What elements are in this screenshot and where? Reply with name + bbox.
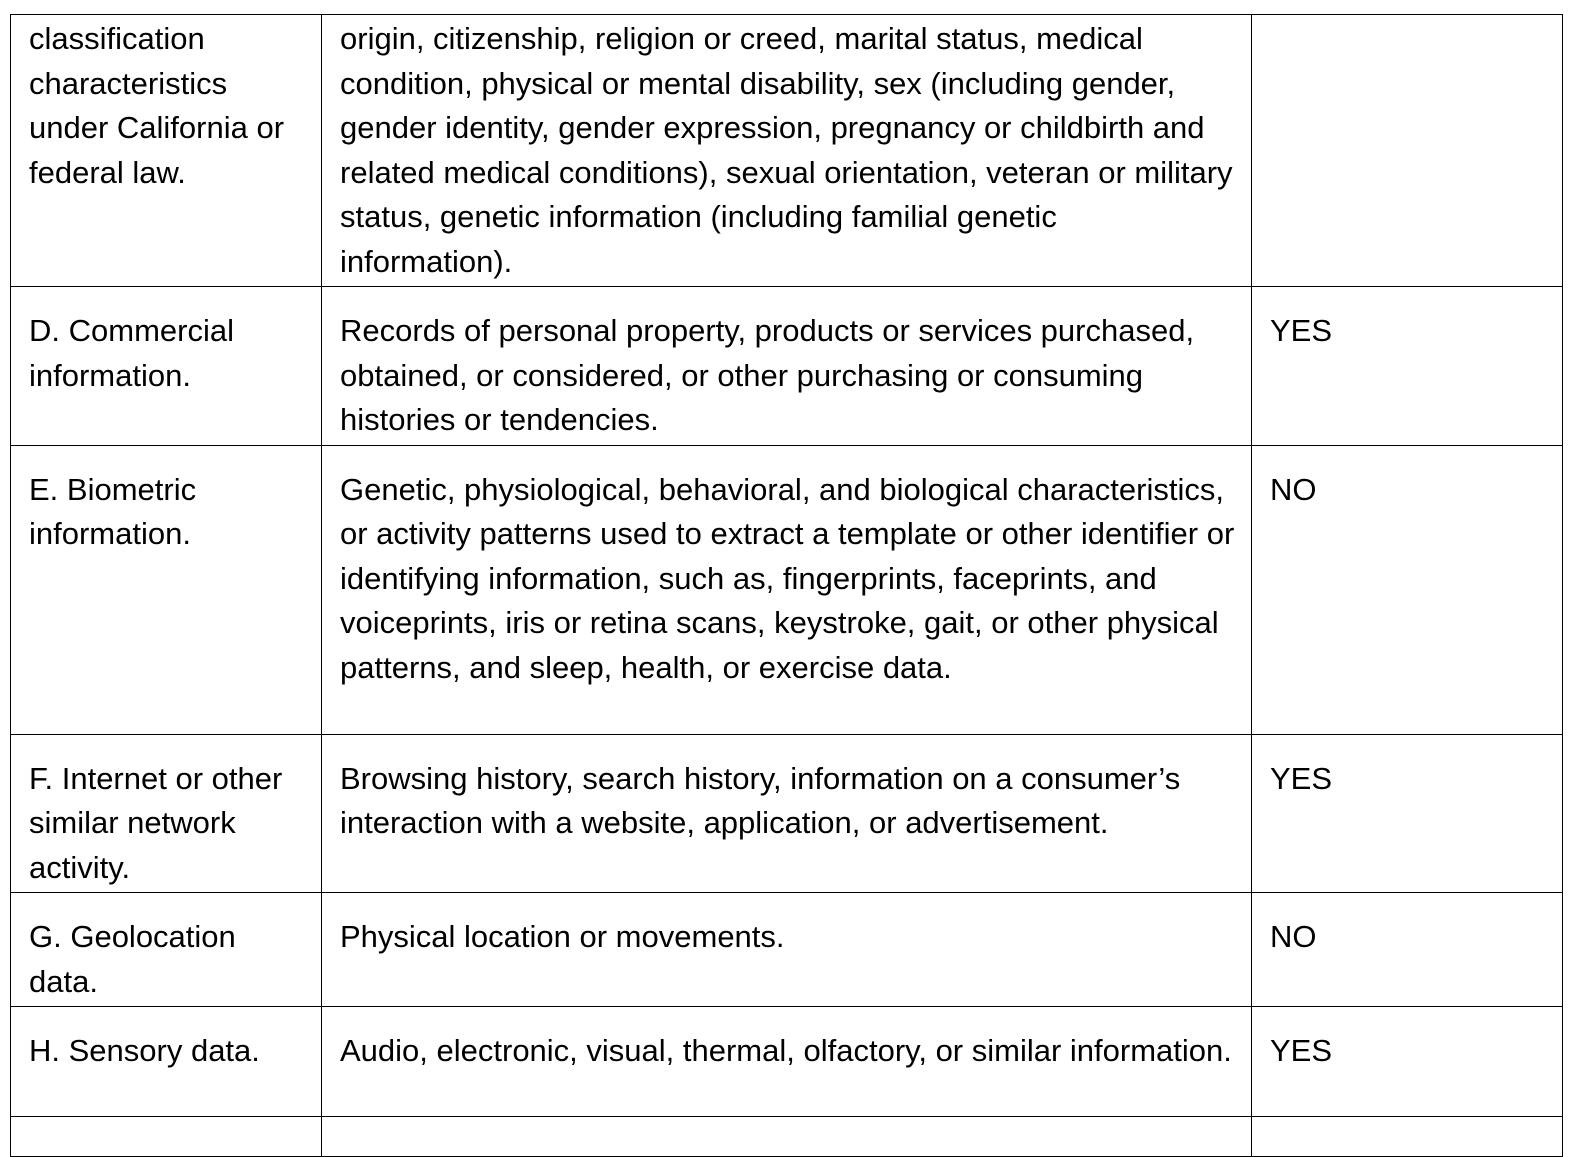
category-cell: D. Commercial information. xyxy=(11,287,322,446)
table-row xyxy=(11,734,1563,893)
collected-cell: YES xyxy=(1252,287,1563,446)
table-row xyxy=(11,15,1563,287)
category-cell: G. Geolocation data. xyxy=(11,893,322,1007)
category-cell: classification characteristics under California or federal law. xyxy=(11,15,322,287)
table-row xyxy=(11,893,1563,1007)
table-row xyxy=(11,287,1563,446)
examples-cell: origin, citizenship, religion or creed, marital status, medical condition, physical or mental disability, sex (including gender, gender identity, gender expression, pregnancy or childbirth and related medical conditions), sexual orientation, veteran or military status, genetic information (including familial genetic information). xyxy=(322,15,1252,287)
examples-cell: Physical location or movements. xyxy=(322,893,1252,1007)
collected-cell: YES xyxy=(1252,734,1563,893)
examples-cell: Genetic, physiological, behavioral, and biological characteristics, or activity patterns used to extract a template or other identifier or identifying information, such as, fingerprints, faceprints, and voiceprints, iris or retina scans, keystroke, gait, or other physical patterns, and sleep, health, or exercise data. xyxy=(322,445,1252,734)
collected-cell: NO xyxy=(1252,893,1563,1007)
category-cell: H. Sensory data. xyxy=(11,1007,322,1117)
collected-cell: YES xyxy=(1252,1007,1563,1117)
category-cell: E. Biometric information. xyxy=(11,445,322,734)
personal-information-categories-table xyxy=(10,14,1563,1157)
collected-cell xyxy=(1252,15,1563,287)
table-row xyxy=(11,1007,1563,1117)
category-cell: F. Internet or other similar network activity. xyxy=(11,734,322,893)
table-row xyxy=(11,445,1563,734)
examples-cell: Browsing history, search history, information on a consumer’s interaction with a website, application, or advertisement. xyxy=(322,734,1252,893)
examples-cell: Audio, electronic, visual, thermal, olfactory, or similar information. xyxy=(322,1007,1252,1117)
examples-cell: Records of personal property, products or services purchased, obtained, or considered, or other purchasing or consuming histories or tendencies. xyxy=(322,287,1252,446)
collected-cell: NO xyxy=(1252,445,1563,734)
